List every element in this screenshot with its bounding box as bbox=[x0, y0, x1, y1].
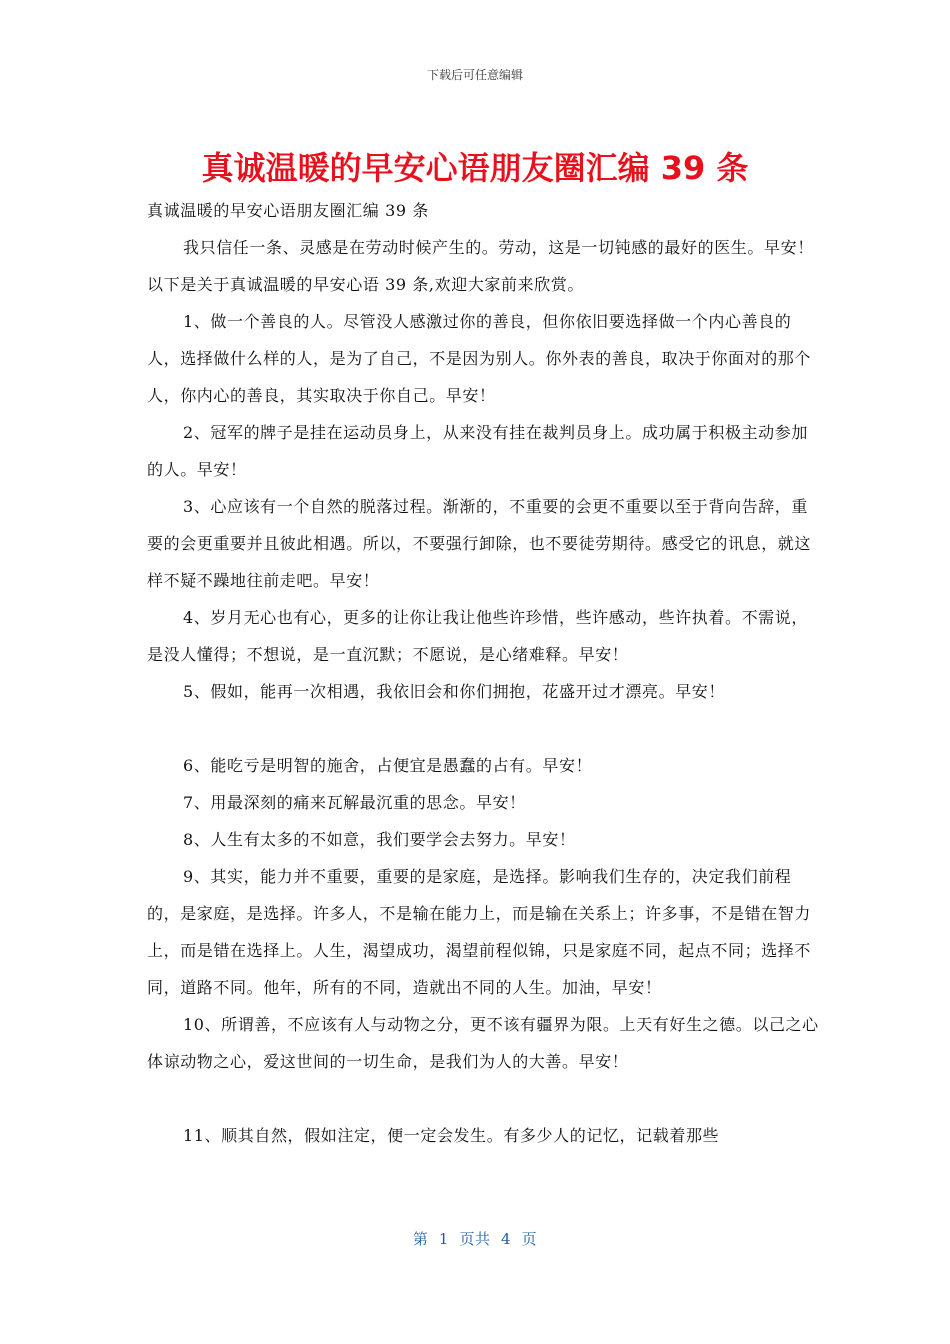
page-number-footer: 第 1 页共 4 页 bbox=[412, 1230, 538, 1248]
blank-line bbox=[147, 1080, 819, 1117]
paragraph-item-9: 9、其实，能力并不重要，重要的是家庭，是选择。影响我们生存的，决定我们前程的，是家庭，是选择。许多人，不是输在能力上，而是输在关系上；许多事，不是错在智力上，而是错在选择上。人生，渴望成功，渴望前程似锦，只是家庭不同，起点不同；选择不同，道路不同。他年，所有的不同，造就出不同的人生。加油，早安！ bbox=[147, 867, 812, 997]
paragraph-item-1: 1、做一个善良的人。尽管没人感激过你的善良，但你依旧要选择做一个内心善良的人，选择做什么样的人，是为了自己，不是因为别人。你外表的善良，取决于你面对的那个人，你内心的善良，其实取决于你自己。早安！ bbox=[147, 312, 812, 405]
header-note: 下载后可任意编辑 bbox=[426, 68, 523, 82]
paragraph-item-4: 4、岁月无心也有心，更多的让你让我让他些许珍惜，些许感动，些许执着。不需说，是没人懂得；不想说，是一直沉默；不愿说，是心绪难释。早安！ bbox=[147, 608, 808, 664]
paragraph-item-3: 3、心应该有一个自然的脱落过程。渐渐的，不重要的会更不重要以至于背向告辞，重要的会更重要并且彼此相遇。所以，不要强行卸除，也不要徒劳期待。感受它的讯息，就这样不疑不躁地往前走吧。早安！ bbox=[147, 497, 812, 590]
document-body bbox=[147, 192, 819, 1154]
paragraph-item-8: 8、人生有太多的不如意，我们要学会去努力。早安！ bbox=[183, 830, 576, 849]
paragraph-item-7: 7、用最深刻的痛来瓦解最沉重的思念。早安！ bbox=[183, 793, 526, 812]
document-title: 真诚温暖的早安心语朋友圈汇编 39 条 bbox=[201, 149, 749, 187]
paragraph-item-11: 11、顺其自然，假如注定，便一定会发生。有多少人的记忆，记载着那些 bbox=[183, 1126, 720, 1145]
subtitle: 真诚温暖的早安心语朋友圈汇编 39 条 bbox=[147, 201, 429, 220]
paragraph-item-2: 2、冠军的牌子是挂在运动员身上，从来没有挂在裁判员身上。成功属于积极主动参加的人。早安！ bbox=[147, 423, 808, 479]
paragraph-item-10: 10、所谓善，不应该有人与动物之分，更不该有疆界为限。上天有好生之德。以己之心体谅动物之心，爱这世间的一切生命，是我们为人的大善。早安！ bbox=[147, 1015, 819, 1071]
blank-line bbox=[147, 710, 819, 747]
paragraph-item-5: 5、假如，能再一次相遇，我依旧会和你们拥抱，花盛开过才漂亮。早安！ bbox=[183, 682, 725, 701]
paragraph-intro: 我只信任一条、灵感是在劳动时候产生的。劳动，这是一切钝感的最好的医生。早安！以下是关于真诚温暖的早安心语 39 条,欢迎大家前来欣赏。 bbox=[147, 238, 814, 294]
paragraph-item-6: 6、能吃亏是明智的施舍，占便宜是愚蠢的占有。早安！ bbox=[183, 756, 593, 775]
